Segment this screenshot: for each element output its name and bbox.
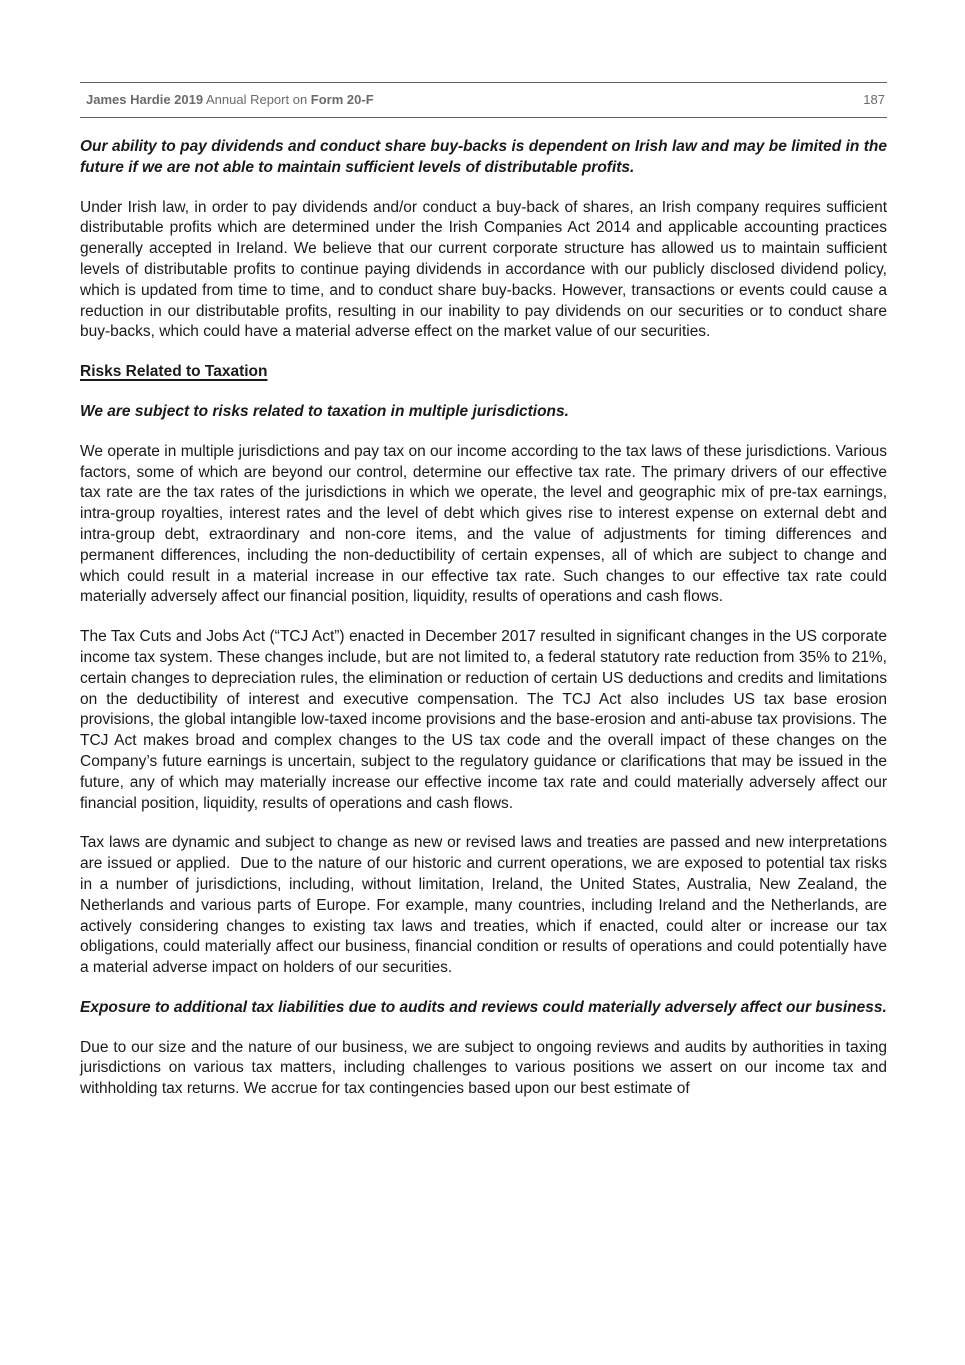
- page-number: 187: [863, 92, 885, 107]
- page-header: [80, 82, 887, 118]
- report-title: [86, 92, 374, 108]
- heading-tax-audit-exposure-risk: Exposure to additional tax liabilities due to audits and reviews could materially adversely affect our business.: [80, 998, 887, 1016]
- paragraph-effective-tax-rate: We operate in multiple jurisdictions and pay tax on our income according to the tax laws of these jurisdictions. Various factors, some of which are beyond our control, determine our effective tax rate. The primary drivers of our effective tax rate are the tax rates of the jurisdictions in which we operate, the level and geographic mix of pre-tax earnings, intra-group royalties, interest rates and the level of debt which gives rise to interest expense on external debt and intra-group debt, extraordinary and non-core items, and the value of adjustments for timing differences and permanent differences, including the non-deductibility of certain expenses, all of which are subject to change and which could result in a material increase in our effective tax rate. Such changes to our effective tax rate could materially adversely affect our financial position, liquidity, results of operations and cash flows.: [80, 442, 887, 606]
- heading-dividends-buybacks-risk: Our ability to pay dividends and conduct share buy-backs is dependent on Irish law and may be limited in the future if we are not able to maintain sufficient levels of distributable profits.: [80, 138, 887, 176]
- report-title-company-year: James Hardie 2019: [86, 92, 204, 107]
- section-heading-risks-related-to-taxation: Risks Related to Taxation: [80, 363, 268, 381]
- paragraph-reviews-and-audits: Due to our size and the nature of our business, we are subject to ongoing reviews and audits by authorities in taxing jurisdictions on various tax matters, including challenges to various positions we assert on our income tax and withholding tax returns. We accrue for tax contingencies based upon our best estimate of: [80, 1038, 887, 1098]
- paragraph-irish-law: Under Irish law, in order to pay dividends and/or conduct a buy-back of shares, an Irish company requires sufficient distributable profits which are determined under the Irish Companies Act 2014 and applicable accounting practices generally accepted in Ireland. We believe that our current corporate structure has allowed us to maintain sufficient levels of distributable profits to continue paying dividends in accordance with our publicly disclosed dividend policy, which is updated from time to time, and to conduct share buy-backs. However, transactions or events could cause a reduction in our distributable profits, resulting in our inability to pay dividends on our securities or to conduct share buy-backs, which could have a material adverse effect on the market value of our securities.: [80, 198, 887, 341]
- page-content: [80, 137, 887, 1100]
- paragraph-tcj-act: The Tax Cuts and Jobs Act (“TCJ Act”) enacted in December 2017 resulted in significant changes in the US corporate income tax system. These changes include, but are not limited to, a federal statutory rate reduction from 35% to 21%, certain changes to depreciation rules, the elimination or reduction of certain US deductions and credits and limitations on the deductibility of interest and executive compensation. The TCJ Act also includes US tax base erosion provisions, the global intangible low-taxed income provisions and the base-erosion and anti-abuse tax provisions. The TCJ Act makes broad and complex changes to the US tax code and the overall impact of these changes on the Company’s future earnings is uncertain, subject to the regulatory guidance or clarifications that may be issued in the future, any of which may materially increase our effective income tax rate and could materially adversely affect our financial position, liquidity, results of operations and cash flows.: [80, 628, 887, 812]
- heading-taxation-multiple-jurisdictions-risk: We are subject to risks related to taxation in multiple jurisdictions.: [80, 402, 569, 420]
- report-title-middle: Annual Report on: [203, 92, 311, 107]
- paragraph-tax-laws-dynamic: Tax laws are dynamic and subject to change as new or revised laws and treaties are passed and new interpretations are issued or applied. Due to the nature of our historic and current operations, we are exposed to potential tax risks in a number of jurisdictions, including, without limitation, Ireland, the United States, Australia, New Zealand, the Netherlands and various parts of Europe. For example, many countries, including Ireland and the Netherlands, are actively considering changes to existing tax laws and treaties, which if enacted, could alter or increase our tax obligations, could materially affect our business, financial condition or results of operations and could potentially have a material adverse impact on holders of our securities.: [80, 834, 887, 977]
- report-title-form: Form 20-F: [310, 92, 374, 107]
